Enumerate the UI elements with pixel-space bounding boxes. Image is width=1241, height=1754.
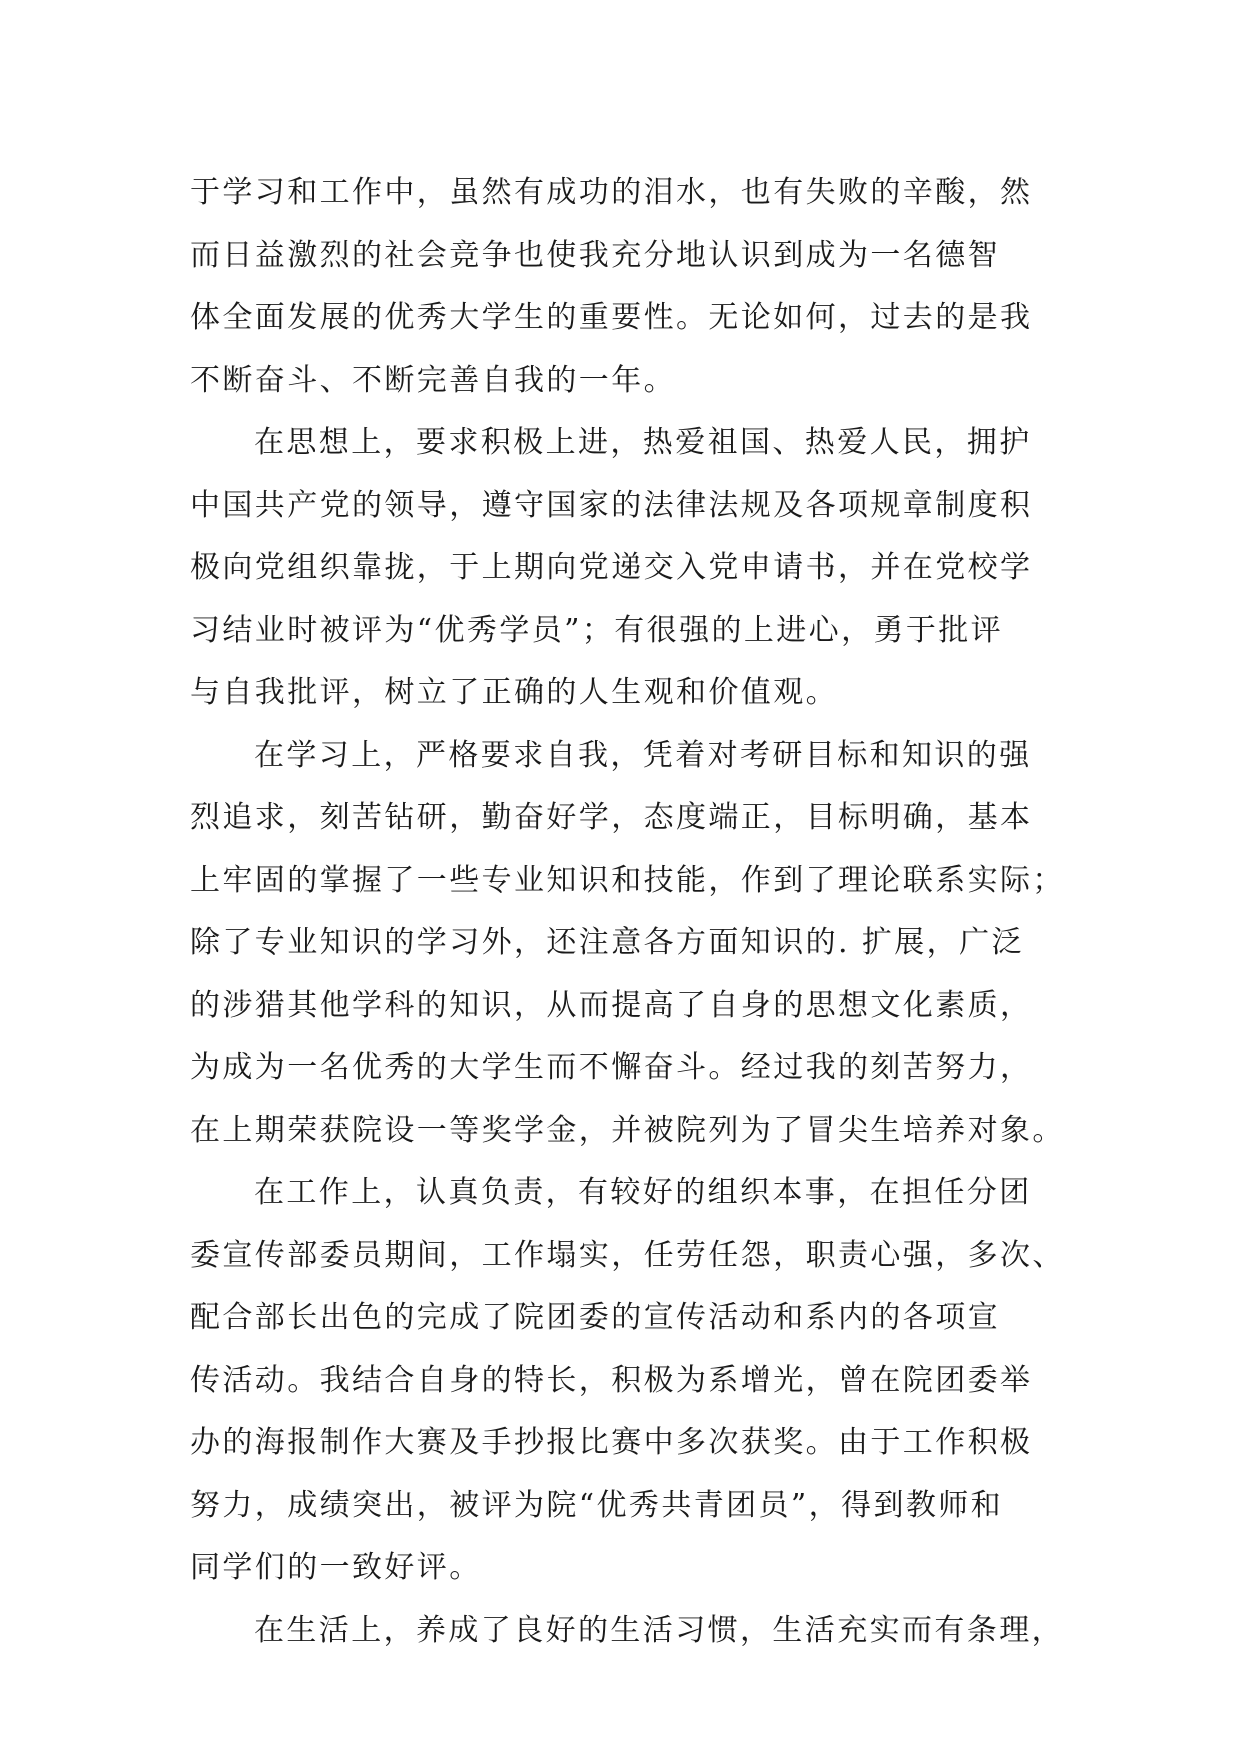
paragraph-first-line: 在生活上，养成了良好的生活习惯，生活充实而有条理， bbox=[254, 1612, 1064, 1648]
text-line: 为成为一名优秀的大学生而不懈奋斗。经过我的刻苦努力， bbox=[190, 1050, 1033, 1085]
text-line: 烈追求，刻苦钻研，勤奋好学，态度端正，目标明确，基本 bbox=[190, 800, 1033, 835]
text-line: 于学习和工作中，虽然有成功的泪水，也有失败的辛酸，然 bbox=[190, 175, 1033, 210]
text-line: 除了专业知识的学习外，还注意各方面知识的. 扩展，广泛 bbox=[190, 925, 1024, 960]
text-line: 与自我批评，树立了正确的人生观和价值观。 bbox=[190, 675, 838, 710]
text-line: 的涉猎其他学科的知识，从而提高了自身的思想文化素质， bbox=[190, 987, 1033, 1023]
text-line: 习结业时被评为“优秀学员”；有很强的上进心，勇于批评 bbox=[190, 612, 1004, 648]
text-line: 上牢固的掌握了一些专业知识和技能，作到了理论联系实际； bbox=[190, 862, 1065, 898]
text-line: 中国共产党的领导，遵守国家的法律法规及各项规章制度积 bbox=[190, 487, 1033, 523]
text-line: 努力，成绩突出，被评为院“优秀共青团员”，得到教师和 bbox=[190, 1487, 1004, 1523]
text-line: 而日益激烈的社会竞争也使我充分地认识到成为一名德智 bbox=[190, 237, 1000, 273]
text-line: 在上期荣获院设一等奖学金，并被院列为了冒尖生培养对象。 bbox=[190, 1112, 1065, 1148]
text-line: 体全面发展的优秀大学生的重要性。无论如何，过去的是我 bbox=[190, 300, 1033, 335]
text-line: 极向党组织靠拢，于上期向党递交入党申请书，并在党校学 bbox=[190, 550, 1033, 585]
text-line: 同学们的一致好评。 bbox=[190, 1550, 482, 1585]
text-line: 委宣传部委员期间，工作塌实，任劳任怨，职责心强，多次、 bbox=[190, 1237, 1065, 1273]
document-body bbox=[190, 162, 1065, 1662]
text-line: 传活动。我结合自身的特长，积极为系增光，曾在院团委举 bbox=[190, 1362, 1033, 1398]
paragraph-first-line: 在学习上，严格要求自我，凭着对考研目标和知识的强 bbox=[254, 737, 1032, 773]
text-line: 办的海报制作大赛及手抄报比赛中多次获奖。由于工作积极 bbox=[190, 1425, 1033, 1460]
text-line: 不断奋斗、不断完善自我的一年。 bbox=[190, 362, 676, 398]
paragraph-first-line: 在工作上，认真负责，有较好的组织本事，在担任分团 bbox=[254, 1175, 1032, 1210]
paragraph-first-line: 在思想上，要求积极上进，热爱祖国、热爱人民，拥护 bbox=[254, 425, 1032, 460]
text-line: 配合部长出色的完成了院团委的宣传活动和系内的各项宣 bbox=[190, 1300, 1000, 1335]
